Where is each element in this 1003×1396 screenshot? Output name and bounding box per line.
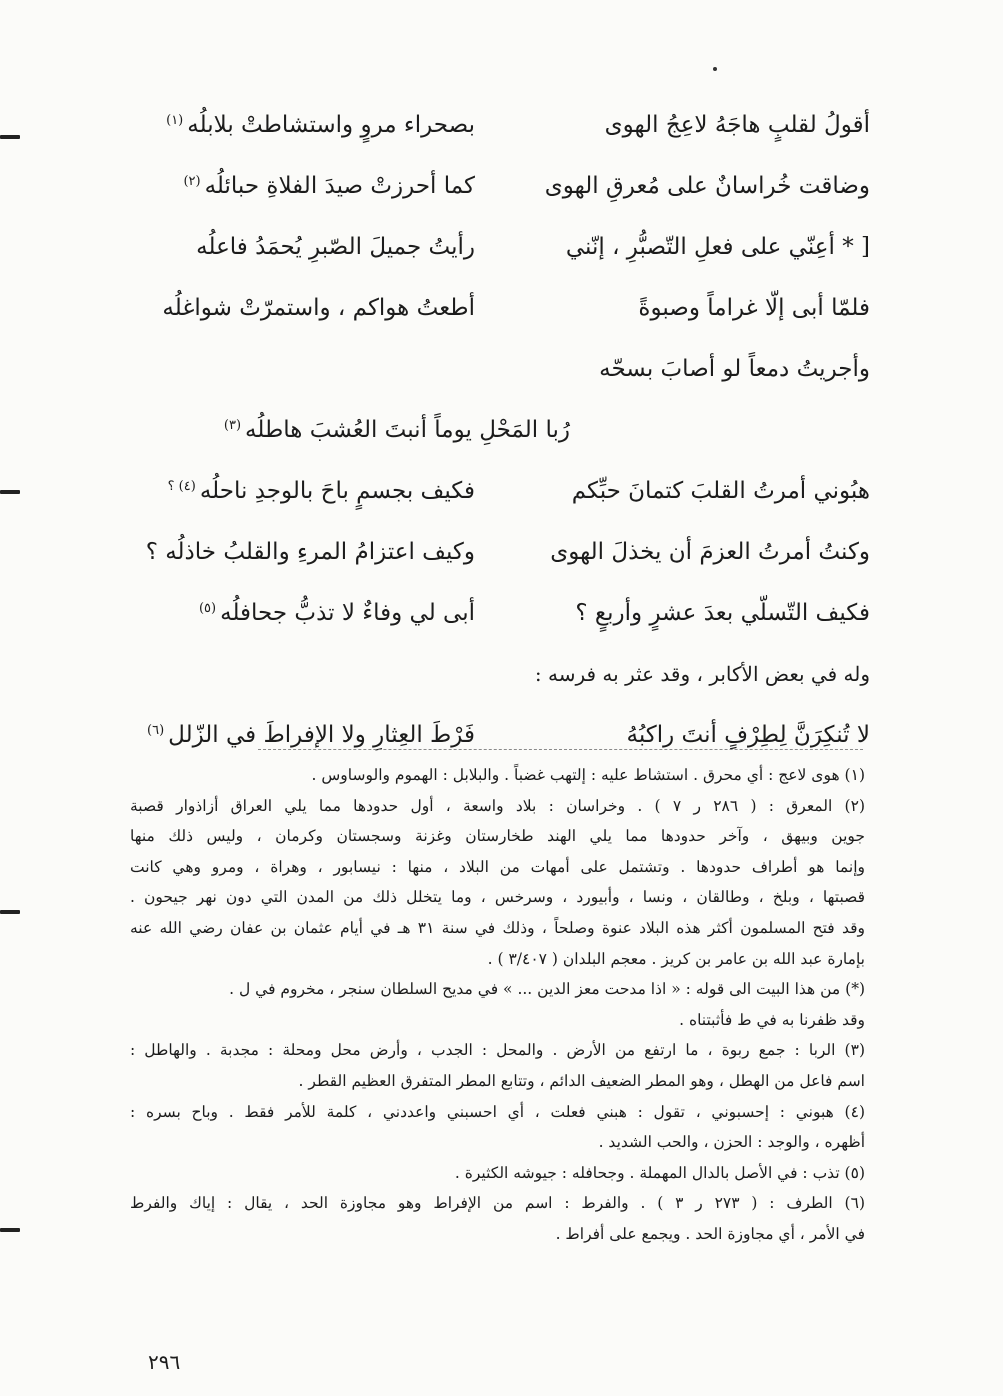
page-number: ٢٩٦ xyxy=(148,1350,181,1374)
footnote-line: في الأمر ، أي مجاوزة الحد . ويجمع على أفراط . xyxy=(555,1224,865,1243)
verse-line xyxy=(120,461,870,522)
footnote-line: (٢) المعرق : ( ٢٨٦ ر ٧ ) . وخراسان : بلاد واسعة ، أول حدودها مما يلي العراق أزاذوار قصبة xyxy=(130,796,865,815)
footnote-marker: (٥) xyxy=(198,601,217,616)
verse-second-hemistich: أطعتُ هواكم ، واستمرّتْ شواغلُه xyxy=(162,295,475,321)
footnote-line: أظهره ، والوجد : الحزن ، والحب الشديد . xyxy=(598,1133,865,1152)
verse-second-hemistich: رُبا المَحْلِ يوماً أنبتَ العُشبَ هاطلُه$^{(٣)}$ xyxy=(223,417,570,443)
print-dot xyxy=(713,67,717,71)
footnote-line: وقد فتح المسلمون أكثر هذه البلاد عنوة وصلحاً ، وذلك في سنة ٣١ هـ في أيام عثمان بن عفان رضي الله عنه xyxy=(130,918,865,937)
verse-line xyxy=(120,95,870,156)
verse-first-hemistich: وكنتُ أمرتُ العزمَ أن يخذلَ الهوى xyxy=(550,539,870,565)
footnote-marker: (٣) xyxy=(223,418,242,433)
verse-first-hemistich: هبُوني أمرتُ القلبَ كتمانَ حبِّكم xyxy=(571,478,870,504)
footnote-line: اسم فاعل من الهطل ، وهو المطر الضعيف الدائم ، وتتابع المطر المتفرق العظيم القطر . xyxy=(298,1071,865,1090)
verse-line xyxy=(120,156,870,217)
verse-second-hemistich: رأيتُ جميلَ الصّبرِ يُحمَدُ فاعلُه xyxy=(196,234,475,260)
footnote-line: وقد ظفرنا به في ط فأثبتناه . xyxy=(679,1010,865,1029)
scan-edge-mark xyxy=(0,490,20,494)
footnote-line: وإنما هو أطراف حدودها . وتشتمل على أمهات من البلاد ، منها : نيسابور ، وهراة ، ومرو وهي كانت xyxy=(130,857,865,876)
footnote-line: قصبتها ، وبلخ ، وطالقان ، ونسا ، وأبيورد ، وسرخس ، وما يتخلل ذلك من المدن التي دون نهر جيحون . xyxy=(130,888,865,907)
verse-second-hemistich: بصحراء مروٍ واستشاطتْ بلابلُه$^{(١)}$ xyxy=(166,112,475,138)
footnote-marker: (٤) ؟ xyxy=(167,479,196,494)
prose-intro-row xyxy=(120,644,870,705)
footnote-line: (٤) هبوني : إحسبوني ، تقول : هبني فعلت ، أي احسبني واعددني ، كلمة للأمر فقط . وباح بسره : xyxy=(130,1102,865,1121)
footnote-line: (٣) الربا : جمع ربوة ، ما ارتفع من الأرض . والمحل : الجدب ، وأرض محل ومحلة : مجدبة . والهاطل : xyxy=(130,1041,865,1060)
verse-second-hemistich: فكيف بجسمٍ باحَ بالوجدِ ناحلُه$^{(٤) ؟}$ xyxy=(167,478,475,504)
verse-second-hemistich: كما أحرزتْ صيدَ الفلاةِ حبائلُه$^{(٢)}$ xyxy=(183,173,475,199)
verse-line xyxy=(120,278,870,339)
verse-first-hemistich: [ * أعِنّي على فعلِ التّصبُّرِ ، إنّني xyxy=(565,234,870,260)
footnote-marker: (١) xyxy=(166,113,184,128)
verse-line xyxy=(120,583,870,644)
verse-first-hemistich: وضاقت خُراسانٌ على مُعرقِ الهوى xyxy=(544,173,870,199)
verse-line-run-on xyxy=(120,339,870,400)
verse-first-hemistich: أقولُ لقلبٍ هاجَهُ لاعِجُ الهوى xyxy=(604,112,870,138)
verse-first-hemistich: فكيف التّسلّي بعدَ عشرٍ وأربعٍ ؟ xyxy=(575,600,870,626)
verse-line-run-on xyxy=(120,400,870,461)
scan-edge-mark xyxy=(0,910,20,914)
footnote-line: بإمارة عبد الله بن عامر بن كريز . معجم البلدان ( ٣/٤٠٧ ) . xyxy=(487,949,865,968)
footnote-marker: (٢) xyxy=(183,174,201,189)
footnote-line: (١) هوى لاعج : أي محرق . استشاط عليه : إلتهب غضباً . والبلابل : الهموم والوساوس . xyxy=(311,766,865,784)
verse-first-hemistich: لا تُنكِرَنَّ لِطِرْفٍ أنتَ راكبُهُ xyxy=(626,722,870,748)
footnote-marker: (٦) xyxy=(147,723,165,738)
verse-line xyxy=(120,522,870,583)
footnotes-block xyxy=(130,760,865,1250)
verse-second-hemistich: أبى لي وفاءٌ لا تذبُّ جحافلُه$^{(٥)}$ xyxy=(198,600,475,626)
prose-intro-line: وله في بعض الأكابر ، وقد عثر به فرسه : xyxy=(534,662,870,686)
verse-second-hemistich: وكيف اعتزامُ المرءِ والقلبُ خاذلُه ؟ xyxy=(145,539,475,565)
footnote-line: جوين وبيهق ، وآخر حدودها مما يلي الهند طخارستان وغزنة وسجستان وكرمان ، وليس ذلك منها xyxy=(130,827,865,846)
verse-second-hemistich: فَرْطَ العِثارِ ولا الإفراطَ في الزّلل$^{(٦)}$ xyxy=(147,722,475,748)
footnote-line: (٥) تذب : في الأصل بالدال المهملة . وجحافله : جيوشه الكثيرة . xyxy=(454,1163,865,1182)
scan-edge-mark xyxy=(0,1228,20,1232)
poem-verses xyxy=(120,95,870,766)
verse-line xyxy=(120,217,870,278)
verse-line xyxy=(120,705,870,766)
footnote-line: (*) من هذا البيت الى قوله : « اذا مدحت معز الدين ... » في مديح السلطان سنجر ، مخروم في ل . xyxy=(229,980,865,999)
footnote-line: (٦) الطرف : ( ٢٧٣ ر ٣ ) . والفرط : اسم من الإفراط وهو مجاوزة الحد ، يقال : إياك والفرط xyxy=(130,1194,865,1213)
verse-first-hemistich: فلمّا أبى إلّا غراماً وصبوةً xyxy=(638,295,870,321)
scan-edge-mark xyxy=(0,135,20,139)
verse-first-hemistich: وأجريتُ دمعاً لو أصابَ بسحّه xyxy=(599,356,870,382)
footnote-separator xyxy=(258,749,863,750)
